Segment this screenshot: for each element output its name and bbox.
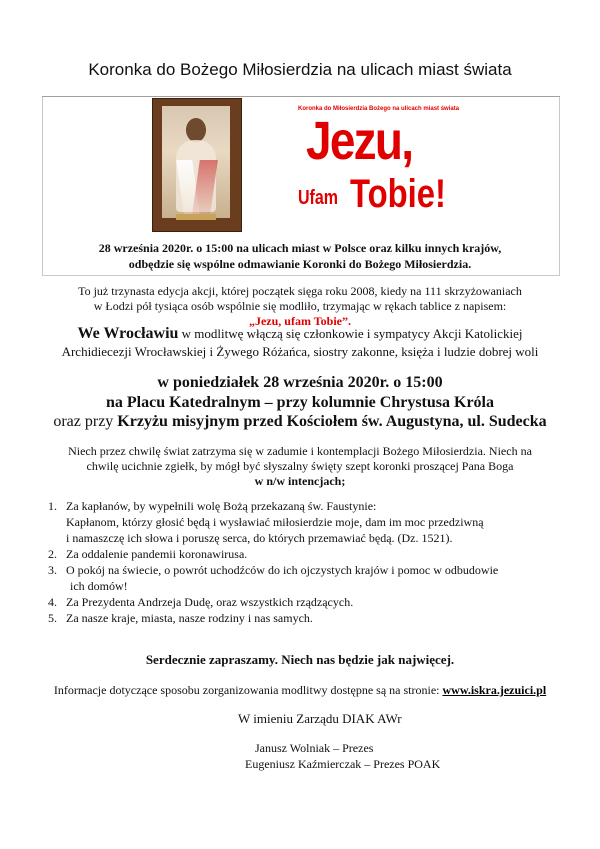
list-item-number: 1. bbox=[48, 499, 57, 513]
banner-jezu: Jezu, bbox=[306, 111, 413, 171]
intro-line-1: To już trzynasta edycja akcji, której początek sięga roku 2008, kiedy na 111 skrzyżowaniach bbox=[78, 284, 522, 298]
page-title: Koronka do Bożego Miłosierdzia na ulicach miast świata bbox=[88, 60, 512, 79]
signature-on-behalf: W imieniu Zarządu DIAK AWr bbox=[238, 711, 402, 726]
wroclaw-line-2: Archidiecezji Wrocławskiej i Żywego Różańca, siostry zakonne, księża i ludzie dobrej woli bbox=[61, 344, 539, 359]
list-item-line: Kapłanom, którzy głosić będą i wysławiać miłosierdzie moje, dam im moc przedziwną bbox=[66, 515, 484, 529]
list-item-number: 3. bbox=[48, 563, 57, 577]
info-line bbox=[0, 682, 600, 698]
list-item-line: Za oddalenie pandemii koronawirusa. bbox=[66, 547, 248, 561]
wroclaw-line-1-rest: w modlitwę włączą się członkowie i sympatycy Akcji Katolickiej bbox=[178, 326, 523, 341]
intentions-list bbox=[48, 498, 568, 626]
list-item-line: i namaszczę ich słowa i poruszę serca, do których przemawiać będą. (Dz. 1521). bbox=[66, 531, 453, 545]
event-place-2-bold: Krzyżu misyjnym przed Kościołem św. Augustyna, ul. Sudecka bbox=[117, 413, 547, 430]
divine-mercy-image-head bbox=[186, 118, 206, 142]
list-item bbox=[48, 610, 568, 626]
list-item-line: ich domów! bbox=[70, 579, 128, 593]
wroclaw-lead: We Wrocławiu bbox=[77, 325, 179, 342]
list-item-number: 5. bbox=[48, 611, 57, 625]
banner-announcement-line: odbędzie się wspólne odmawianie Koronki do Bożego Miłosierdzia. bbox=[128, 257, 472, 271]
list-item-line: Za Prezydenta Andrzeja Dudę, oraz wszystkich rządzących. bbox=[66, 595, 354, 609]
website-link[interactable]: www.iskra.jezuici.pl bbox=[442, 683, 547, 697]
list-item bbox=[48, 498, 568, 546]
intro-line-2: w Łodzi pół tysiąca osób wspólnie się modliło, trzymając w rękach tablice z napisem: bbox=[93, 299, 507, 313]
event-place-1: na Placu Katedralnym – przy kolumnie Chrystusa Króla bbox=[105, 394, 494, 411]
banner-date-line: 28 września 2020r. o 15:00 na ulicach miast w Polsce oraz kilku innych krajów, bbox=[98, 241, 502, 255]
signature-person-2: Eugeniusz Kaźmierczak – Prezes POAK bbox=[245, 757, 441, 771]
list-item-number: 4. bbox=[48, 595, 57, 609]
list-item bbox=[48, 546, 568, 562]
event-place-2 bbox=[0, 412, 600, 432]
banner-top-rule bbox=[42, 96, 560, 97]
intro-quote: „Jezu, ufam Tobie”. bbox=[248, 314, 351, 328]
reflection-line-3: w n/w intencjach; bbox=[254, 474, 346, 488]
divine-mercy-image-plate bbox=[176, 214, 216, 220]
list-item bbox=[48, 594, 568, 610]
list-item-line: Za kapłanów, by wypełnili wolę Bożą przekazaną św. Faustynie: bbox=[66, 499, 377, 513]
banner-tobie: Tobie! bbox=[350, 172, 446, 216]
banner-ufam: Ufam bbox=[298, 187, 339, 209]
signature-person-1: Janusz Wolniak – Prezes bbox=[255, 741, 374, 755]
list-item bbox=[48, 562, 568, 594]
banner-small-caption: Koronka do Miłosierdzia Bożego na ulicach miast świata bbox=[298, 106, 460, 112]
reflection-line-1: Niech przez chwilę świat zatrzyma się w zadumie i kontemplacji Bożego Miłosierdzia. Niech na bbox=[68, 444, 532, 458]
list-item-line: Za nasze kraje, miasta, nasze rodziny i nas samych. bbox=[66, 611, 313, 625]
event-date: w poniedziałek 28 września 2020r. o 15:00 bbox=[157, 374, 443, 391]
wroclaw-line-1 bbox=[0, 325, 600, 343]
info-text: Informacje dotyczące sposobu zorganizowania modlitwy dostępne są na stronie: bbox=[53, 683, 443, 697]
list-item-line: O pokój na świecie, o powrót uchodźców do ich ojczystych krajów i pomoc w odbudowie bbox=[66, 563, 499, 577]
list-item-number: 2. bbox=[48, 547, 57, 561]
event-place-2-prefix: oraz przy bbox=[53, 413, 118, 430]
invitation: Serdecznie zapraszamy. Niech nas będzie jak najwięcej. bbox=[145, 652, 455, 667]
reflection-line-2: chwilę ucichnie zgiełk, by mógł być słyszalny święty szept koronki proszącej Pana Boga bbox=[86, 459, 514, 473]
